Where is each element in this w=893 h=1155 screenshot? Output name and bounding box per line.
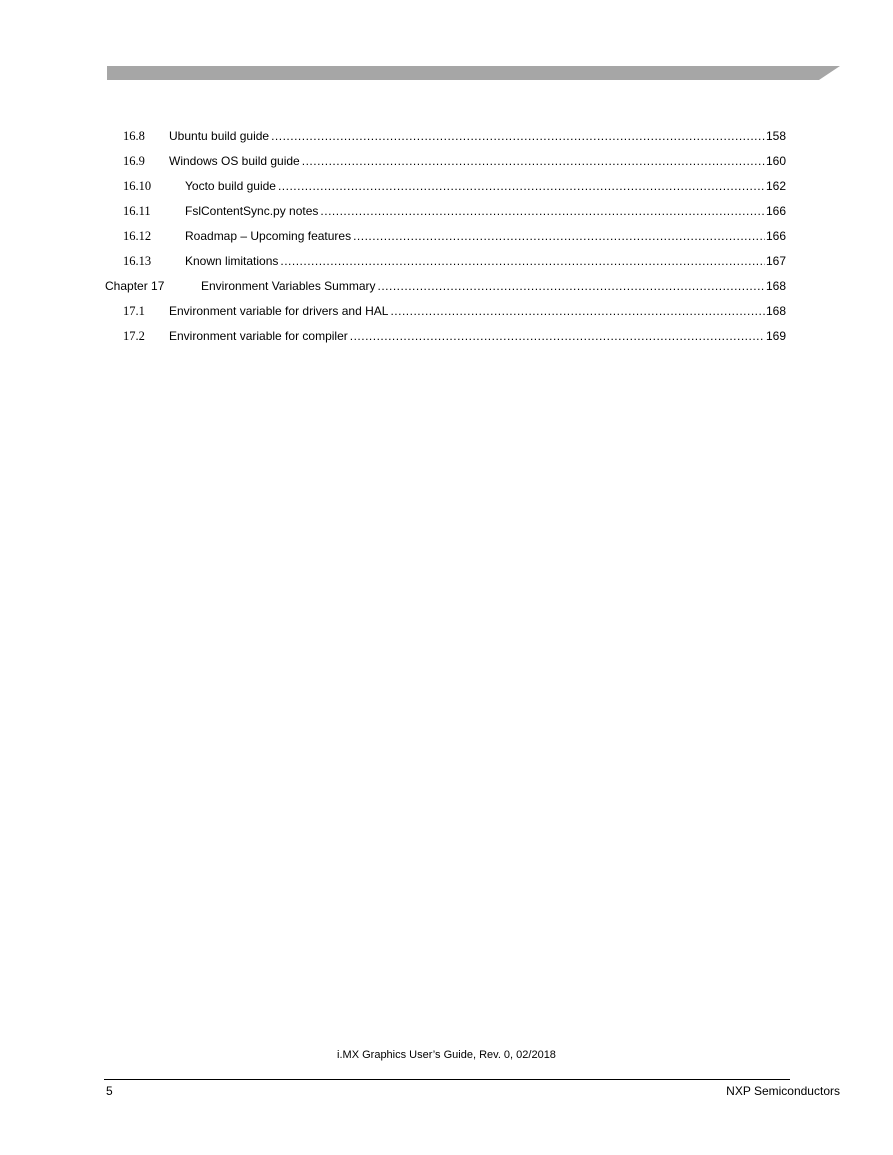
- toc-entry-number: 16.9: [123, 154, 145, 168]
- toc-entry[interactable]: [0, 176, 893, 196]
- toc-dot-leader: [278, 176, 765, 196]
- toc-entry[interactable]: [0, 301, 893, 321]
- toc-entry[interactable]: [0, 226, 893, 246]
- toc-entry-leader: [169, 126, 786, 146]
- toc-entry-number: 16.10: [123, 179, 152, 193]
- toc-entry-number: 16.12: [123, 229, 152, 243]
- toc-entry-leader: [185, 251, 786, 271]
- footer-guide-title-text: i.MX Graphics User’s Guide, Rev. 0, 02/2018: [337, 1049, 556, 1061]
- toc-dot-leader: [350, 326, 765, 346]
- toc-dot-leader: [378, 276, 765, 296]
- toc-entry-leader: [169, 301, 786, 321]
- toc-entry-page: 160: [765, 154, 786, 168]
- toc-entry[interactable]: [0, 201, 893, 221]
- toc-dot-leader: [390, 301, 765, 321]
- toc-entry-page: 168: [765, 279, 786, 293]
- toc-chapter-number: Chapter 17: [105, 279, 165, 293]
- footer-guide-title: [0, 1049, 893, 1061]
- toc-entry-title: Environment Variables Summary: [201, 279, 376, 293]
- toc-entry[interactable]: [0, 126, 893, 146]
- header-bar: [107, 66, 840, 80]
- toc-entry-title: FslContentSync.py notes: [185, 204, 319, 218]
- toc-entry-leader: [185, 176, 786, 196]
- toc-entry-page: 166: [765, 204, 786, 218]
- footer-page-number: 5: [106, 1084, 113, 1098]
- toc-chapter-entry[interactable]: [0, 276, 893, 296]
- toc-entry-page: 169: [765, 329, 786, 343]
- toc-entry-title: Yocto build guide: [185, 179, 276, 193]
- toc-entry-leader: [185, 201, 786, 221]
- toc-dot-leader: [271, 126, 765, 146]
- toc-entry[interactable]: [0, 251, 893, 271]
- toc-entry-page: 158: [765, 129, 786, 143]
- toc-entry-page: 167: [765, 254, 786, 268]
- toc-dot-leader: [320, 201, 765, 221]
- toc-dot-leader: [353, 226, 765, 246]
- toc-entry-title: Windows OS build guide: [169, 154, 300, 168]
- toc-entry-number: 17.1: [123, 304, 145, 318]
- toc-entry-number: 16.8: [123, 129, 145, 143]
- toc-entry-page: 162: [765, 179, 786, 193]
- footer-divider: [104, 1079, 790, 1080]
- toc-dot-leader: [280, 251, 765, 271]
- toc-entry-page: 168: [765, 304, 786, 318]
- toc-entry[interactable]: [0, 326, 893, 346]
- footer-company-name: NXP Semiconductors: [726, 1084, 840, 1098]
- toc-entry-page: 166: [765, 229, 786, 243]
- header-bar-shape: [107, 66, 840, 80]
- toc-entry[interactable]: [0, 151, 893, 171]
- toc-entry-number: 16.13: [123, 254, 152, 268]
- toc-entry-leader: [185, 226, 786, 246]
- toc-entry-title: Environment variable for drivers and HAL: [169, 304, 389, 318]
- toc-entry-leader: [169, 151, 786, 171]
- toc-entry-number: 16.11: [123, 204, 151, 218]
- toc-entry-leader: [169, 326, 786, 346]
- toc-entry-title: Known limitations: [185, 254, 279, 268]
- toc-dot-leader: [302, 151, 765, 171]
- toc-entry-leader: [201, 276, 786, 296]
- toc-entry-number: 17.2: [123, 329, 145, 343]
- toc-entry-title: Environment variable for compiler: [169, 329, 348, 343]
- toc-entry-title: Ubuntu build guide: [169, 129, 270, 143]
- toc-entry-title: Roadmap – Upcoming features: [185, 229, 352, 243]
